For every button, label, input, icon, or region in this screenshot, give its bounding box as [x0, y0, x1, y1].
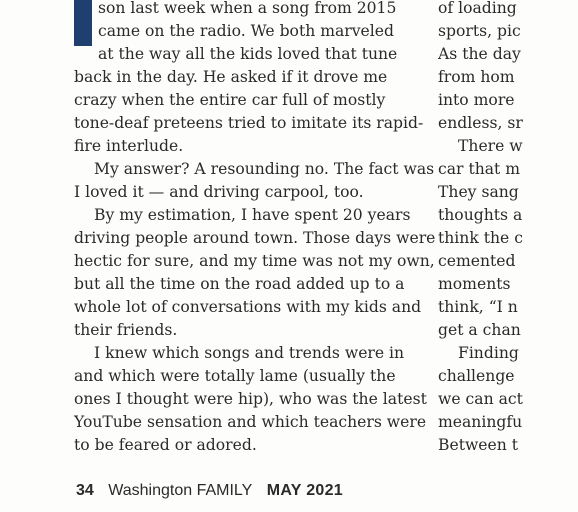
text-line: into more — [438, 91, 515, 109]
text-line: thoughts a — [438, 206, 523, 224]
text-line: think, “I n — [438, 298, 518, 316]
text-line: car that m — [438, 160, 521, 178]
text-line: of loading — [438, 0, 517, 17]
paragraph-4 — [74, 342, 427, 457]
text-line: Finding — [458, 344, 519, 362]
magazine-name: Washington FAMILY — [108, 482, 253, 499]
text-line: son last week when a song from 2015 — [98, 0, 397, 17]
article-right-column — [438, 0, 578, 457]
text-line: crazy when the entire car full of mostly — [74, 91, 386, 109]
text-line: hectic for sure, and my time was not my own, — [74, 252, 435, 270]
paragraph-3 — [74, 204, 436, 342]
text-line: came on the radio. We both marveled — [98, 22, 394, 40]
text-line: There w — [458, 137, 523, 155]
text-line: but all the time on the road added up to a — [74, 275, 405, 293]
text-line: we can act — [438, 390, 523, 408]
text-line: cemented — [438, 252, 516, 270]
text-line: to be feared or adored. — [74, 436, 257, 454]
text-line: their friends. — [74, 321, 178, 339]
text-line: I loved it — and driving carpool, too. — [74, 183, 364, 201]
text-line: tone-deaf preteens tried to imitate its rapid- — [74, 114, 424, 132]
paragraph-b — [438, 135, 578, 342]
text-line: As the day — [438, 45, 521, 63]
text-line: and which were totally lame (usually the — [74, 367, 396, 385]
paragraph-a — [438, 0, 578, 135]
text-line: Between t — [438, 436, 519, 454]
text-line: whole lot of conversations with my kids and — [74, 298, 422, 316]
text-line: think the c — [438, 229, 523, 247]
text-line: My answer? A resounding no. The fact was — [94, 160, 435, 178]
article-left-column — [74, 0, 436, 457]
text-line: I knew which songs and trends were in — [94, 344, 405, 362]
text-line: sports, pic — [438, 22, 521, 40]
text-line: They sang — [438, 183, 519, 201]
paragraph-c — [438, 342, 578, 457]
text-line: back in the day. He asked if it drove me — [74, 68, 388, 86]
paragraph-2 — [74, 158, 435, 204]
text-line: endless, sr — [438, 114, 523, 132]
text-line: from hom — [438, 68, 515, 86]
page-number: 34 — [76, 482, 94, 499]
text-line: driving people around town. Those days were — [74, 229, 436, 247]
issue-date: MAY 2021 — [266, 482, 344, 499]
text-line: challenge — [438, 367, 515, 385]
text-line: moments — [438, 275, 511, 293]
page-footer — [76, 482, 343, 500]
text-line: fire interlude. — [74, 137, 184, 155]
text-line: get a chan — [438, 321, 521, 339]
text-line: By my estimation, I have spent 20 years — [94, 206, 411, 224]
text-line: ones I thought were hip), who was the latest — [74, 390, 427, 408]
text-line: at the way all the kids loved that tune — [98, 45, 398, 63]
text-line: meaningfu — [438, 413, 523, 431]
paragraph-1 — [74, 0, 424, 158]
text-line: YouTube sensation and which teachers were — [74, 413, 427, 431]
